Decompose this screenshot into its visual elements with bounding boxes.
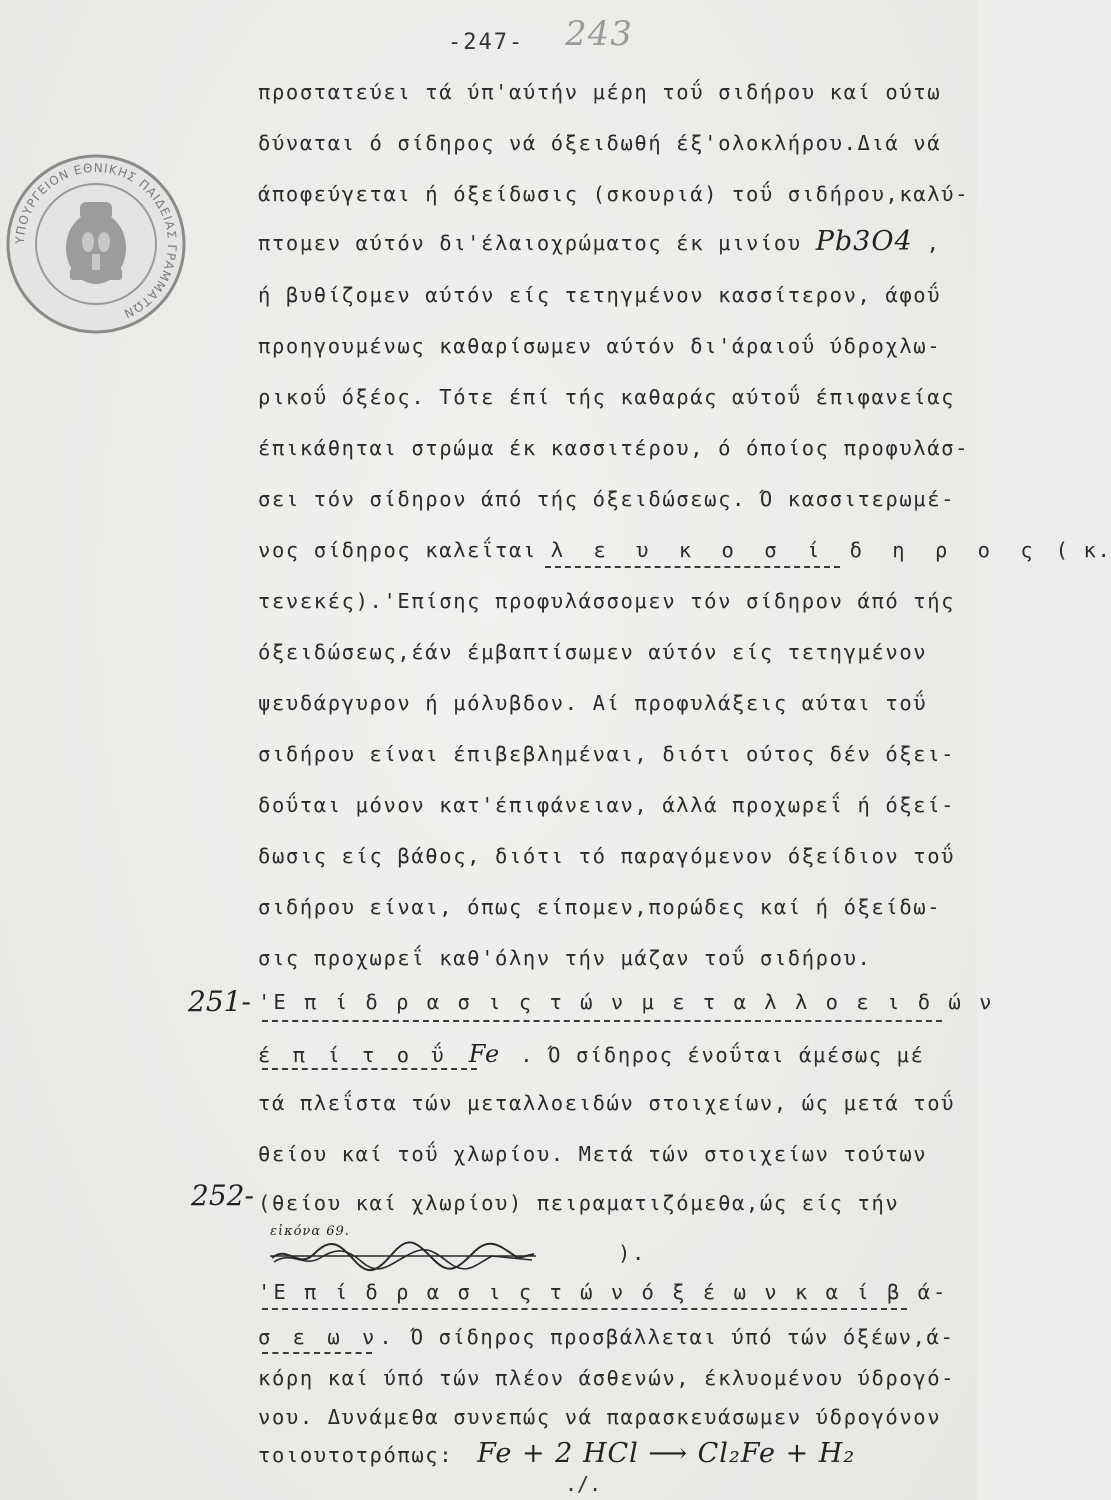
section-title-cont: έ π ί τ ο ΰ bbox=[258, 1043, 449, 1067]
body-line: δοΰται μόνον κατ'έπιφάνειαν, άλλά προχωρεΐ ή όξεί- bbox=[258, 793, 956, 817]
body-line: σις προχωρεΐ καθ'όλην τήν μάζαν τοΰ σιδήρου. bbox=[258, 946, 872, 970]
underline bbox=[262, 1352, 372, 1354]
section-line bbox=[258, 1040, 948, 1068]
underline bbox=[545, 566, 840, 568]
body-line: τά πλεΐστα τών μεταλλοειδών στοιχείων, ώς μετά τοΰ bbox=[258, 1091, 956, 1115]
body-line: ρικοΰ όξέος. Τότε έπί τής καθαράς αύτοΰ έπιφανείας bbox=[258, 385, 956, 409]
section-number: 252- bbox=[191, 1179, 254, 1212]
section-number: 251- bbox=[188, 985, 251, 1018]
handwritten-element: Fe bbox=[468, 1040, 501, 1068]
svg-text:ΥΠΟΥΡΓΕΙΟΝ ΕΘΝΙΚΗΣ ΠΑΙΔΕΙΑΣ ΓΡ: ΥΠΟΥΡΓΕΙΟΝ ΕΘΝΙΚΗΣ ΠΑΙΔΕΙΑΣ ΓΡΑΜΜΑΤΩΝ bbox=[12, 160, 180, 322]
equation-prefix: τοιουτοτρόπως: bbox=[258, 1443, 454, 1467]
body-line: έπικάθηται στρώμα έκ κασσιτέρου, ό όποίος προφυλάσ- bbox=[258, 436, 970, 460]
body-line: νου. Δυνάμεθα συνεπώς νά παρασκευάσωμεν ύδρογόνον bbox=[258, 1405, 942, 1429]
body-line: ψευδάργυρον ή μόλυβδον. Αί προφυλάξεις αύται τοΰ bbox=[258, 691, 928, 715]
handwritten-formula: Pb3O4 bbox=[815, 226, 913, 257]
body-line: (θείου καί χλωρίου) πειραματιζόμεθα,ώς είς τήν bbox=[258, 1191, 900, 1215]
section-title: 'Ε π ί δ ρ α σ ι ς τ ώ ν μ ε τ α λ λ ο ε ι δ ώ ν bbox=[258, 990, 995, 1014]
body-line: θείου καί τοΰ χλωρίου. Μετά τών στοιχείων τούτων bbox=[258, 1142, 928, 1166]
body-line: κόρη καί ύπό τών πλέον άσθενών, έκλυομένου ύδρογό- bbox=[258, 1366, 956, 1390]
underline bbox=[262, 1020, 942, 1022]
section-title-cont: σ ε ω ν. bbox=[258, 1325, 397, 1349]
section-title: 'Ε π ί δ ρ α σ ι ς τ ώ ν ό ξ έ ω ν κ α ί β ά- bbox=[258, 1280, 949, 1304]
body-line: σιδήρου είναι, όπως είπομεν,πορώδες καί ή όξείδω- bbox=[258, 895, 942, 919]
body-line: προηγουμένως καθαρίσωμεν αύτόν δι'άραιοΰ ύδροχλω- bbox=[258, 334, 942, 358]
handwritten-equation: Fe + 2 HCl ⟶ Cl₂Fe + H₂ bbox=[477, 1438, 856, 1469]
body-line: σιδήρου είναι έπιβεβλημέναι, διότι ούτος δέν όξει- bbox=[258, 742, 956, 766]
body-line: προστατεύει τά ύπ'αύτήν μέρη τοΰ σιδήρου καί ούτω bbox=[258, 80, 942, 104]
body-line: δύναται ό σίδηρος νά όξειδωθή έξ'ολοκλήρου.Διά νά bbox=[258, 131, 942, 155]
body-line: άποφεύγεται ή όξείδωσις (σκουριά) τοΰ σιδήρου,καλύ- bbox=[258, 182, 970, 206]
body-line: τενεκές).'Επίσης προφυλάσσομεν τόν σίδηρον άπό τής bbox=[258, 589, 956, 613]
term-leukosidiros: λ ε υ κ ο σ ί δ η ρ ο ς bbox=[550, 538, 1042, 562]
body-line: σει τόν σίδηρον άπό τής όξειδώσεως. Ό κασσιτερωμέ- bbox=[258, 487, 956, 511]
body-line bbox=[258, 538, 1111, 562]
page-number: -247- bbox=[448, 30, 525, 55]
section-line-text: . Ό σίδηρος ένοΰται άμέσως μέ bbox=[520, 1043, 925, 1067]
body-line: ή βυθίζομεν αύτόν είς τετηγμένον κασσίτερον, άφοΰ bbox=[258, 283, 942, 307]
strikethrough-scribble-icon bbox=[268, 1236, 538, 1276]
body-line-text: πτομεν αύτόν δι'έλαιοχρώματος έκ μινίου bbox=[258, 231, 802, 255]
official-stamp-icon bbox=[2, 150, 190, 338]
close-paren: ). bbox=[618, 1241, 646, 1265]
body-line-end: ( κ. bbox=[1055, 538, 1111, 562]
equation-line bbox=[258, 1438, 855, 1469]
body-line: όξειδώσεως,έάν έμβαπτίσωμεν αύτόν είς τετηγμένον bbox=[258, 640, 928, 664]
body-line: δωσις είς βάθος, διότι τό παραγόμενον όξείδιον τοΰ bbox=[258, 844, 956, 868]
page-end-mark: ./. bbox=[565, 1472, 602, 1496]
body-line bbox=[258, 226, 948, 257]
body-line-end: , bbox=[926, 231, 941, 255]
section-line-text: Ό σίδηρος προσβάλλεται ύπό τών όξέων,ά- bbox=[410, 1325, 955, 1349]
underline bbox=[262, 1068, 477, 1070]
body-line-text: νος σίδηρος καλεΐται bbox=[258, 538, 537, 562]
handwritten-page-number: 243 bbox=[565, 14, 633, 54]
handwritten-note-text: εἰκόνα 69. bbox=[270, 1224, 350, 1239]
underline bbox=[262, 1308, 907, 1310]
section-line bbox=[258, 1325, 955, 1349]
